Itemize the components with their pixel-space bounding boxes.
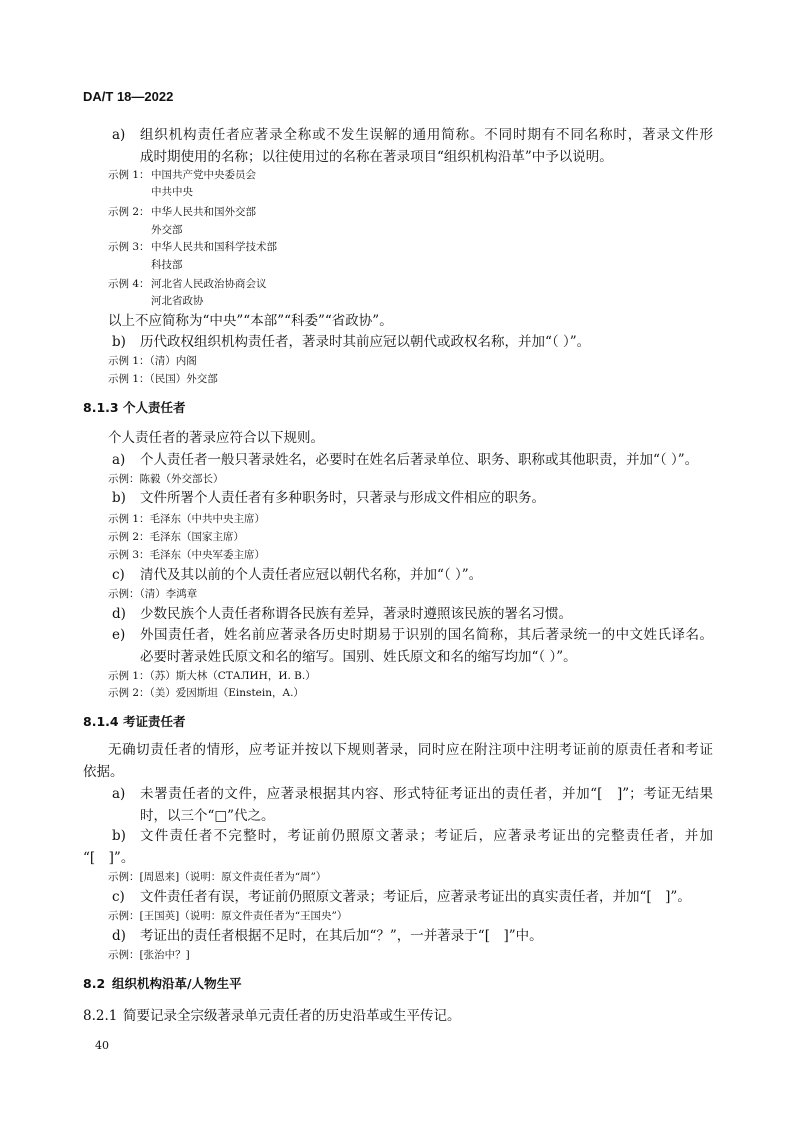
- example-label: 示例 1：: [108, 169, 150, 181]
- example-text: 示例：[周恩来]（说明：原文件责任者为“周”）: [108, 871, 327, 883]
- paragraph-line: 未署责任者的文件，应著录根据其内容、形式特征考证出的责任者，并加“[ ]”；考证无结果: [140, 786, 713, 802]
- section-title: 个人责任者: [123, 400, 186, 415]
- example-text: 中共中央: [151, 186, 193, 198]
- example-text: 中华人民共和国科学技术部: [151, 241, 277, 253]
- paragraph-line: “[ ]”。: [83, 850, 135, 866]
- example-text: 示例 2：毛泽东（国家主席）: [108, 531, 245, 543]
- example-text: 河北省人民政治协商会议: [151, 278, 267, 290]
- note-text: 以上不应简称为“中央”“本部”“科委”“省政协”。: [108, 313, 393, 329]
- paragraph-line: 外国责任者，姓名前应著录各历史时期易于识别的国名简称，其后著录统一的中文姓氏译名。: [140, 627, 713, 643]
- example-text: 示例：陈毅（外交部长）: [108, 473, 224, 485]
- paragraph-line: 文件责任者不完整时，考证前仍照原文著录；考证后，应著录考证出的完整责任者，并加: [140, 828, 713, 844]
- example-text: 示例 1：（清）内阁: [108, 355, 197, 367]
- paragraph-line: 成时期使用的名称；以往使用过的名称在著录项目“组织机构沿革”中予以说明。: [140, 149, 613, 165]
- example-text: 科技部: [151, 259, 183, 271]
- paragraph-line: 无确切责任者的情形，应考证并按以下规则著录，同时应在附注项中注明考证前的原责任者和考证: [108, 742, 713, 758]
- list-marker: d): [112, 928, 126, 944]
- list-marker: a): [112, 127, 126, 143]
- list-marker: b): [112, 334, 126, 350]
- paragraph-line: 简要记录全宗级著录单元责任者的历史沿革或生平传记。: [123, 1008, 461, 1024]
- paragraph-line: 文件所署个人责任者有多种职务时，只著录与形成文件相应的职务。: [140, 490, 545, 506]
- example-text: 外交部: [151, 224, 183, 236]
- list-marker: c): [112, 567, 125, 583]
- paragraph-line: 清代及其以前的个人责任者应冠以朝代名称，并加“（ ）”。: [140, 567, 483, 583]
- paragraph-line: 考证出的责任者根据不足时，在其后加“？”，一并著录于“[ ]”中。: [140, 928, 543, 944]
- example-text: 中华人民共和国外交部: [151, 206, 256, 218]
- paragraph-line: 必要时著录姓氏原文和名的缩写。国别、姓氏原文和名的缩写均加“（ ）”。: [140, 649, 577, 665]
- paragraph-line: 个人责任者的著录应符合以下规则。: [108, 430, 324, 446]
- example-text: 示例：[张治中？]: [108, 949, 190, 961]
- list-marker: a): [112, 452, 126, 468]
- section-number: 8.2: [83, 976, 106, 991]
- section-title: 组织机构沿革/人物生平: [112, 976, 242, 991]
- section-number: 8.1.3: [83, 400, 119, 415]
- example-text: 示例 2：（美）爱因斯坦（Einstein，A.）: [108, 687, 304, 699]
- example-text: 示例 1：（民国）外交部: [108, 373, 218, 385]
- example-text: 河北省政协: [151, 295, 204, 307]
- document-code: DA/T 18—2022: [83, 89, 174, 104]
- example-text: 示例 3：毛泽东（中央军委主席）: [108, 549, 266, 561]
- list-marker: b): [112, 828, 126, 844]
- paragraph-line: 少数民族个人责任者称谓各民族有差异，著录时遵照该民族的署名习惯。: [140, 606, 572, 622]
- example-label: 示例 2：: [108, 206, 150, 218]
- list-marker: b): [112, 490, 126, 506]
- paragraph-line: 个人责任者一般只著录姓名，必要时在姓名后著录单位、职务、职称或其他职责，并加“（ ）”。: [140, 452, 699, 468]
- example-label: 示例 4：: [108, 278, 150, 290]
- example-text: 示例：[王国英]（说明：原文件责任者为“王国央”）: [108, 910, 348, 922]
- paragraph-line: 依据。: [83, 764, 124, 780]
- example-text: 示例 1：（苏）斯大林（СТАЛИН，И. В.）: [108, 670, 316, 682]
- example-text: 示例 1：毛泽东（中共中央主席）: [108, 513, 266, 525]
- section-title: 考证责任者: [123, 714, 186, 729]
- section-number: 8.2.1: [83, 1008, 118, 1024]
- example-text: 示例：（清）李鸿章: [108, 588, 198, 600]
- paragraph-line: 历代政权组织机构责任者，著录时其前应冠以朝代或政权名称，并加“（ ）”。: [140, 334, 591, 350]
- list-marker: a): [112, 786, 126, 802]
- section-number: 8.1.4: [83, 714, 119, 729]
- list-marker: c): [112, 889, 125, 905]
- page-number: 40: [95, 1039, 109, 1052]
- paragraph-line: 文件责任者有误，考证前仍照原文著录；考证后，应著录考证出的真实责任者，并加“[ ]”。: [140, 889, 691, 905]
- example-label: 示例 3：: [108, 241, 150, 253]
- example-text: 中国共产党中央委员会: [151, 169, 256, 181]
- paragraph-line: 时，以三个“□”代之。: [140, 808, 275, 824]
- list-marker: e): [112, 627, 126, 643]
- list-marker: d): [112, 606, 126, 622]
- paragraph-line: 组织机构责任者应著录全称或不发生误解的通用简称。不同时期有不同名称时，著录文件形: [140, 127, 713, 143]
